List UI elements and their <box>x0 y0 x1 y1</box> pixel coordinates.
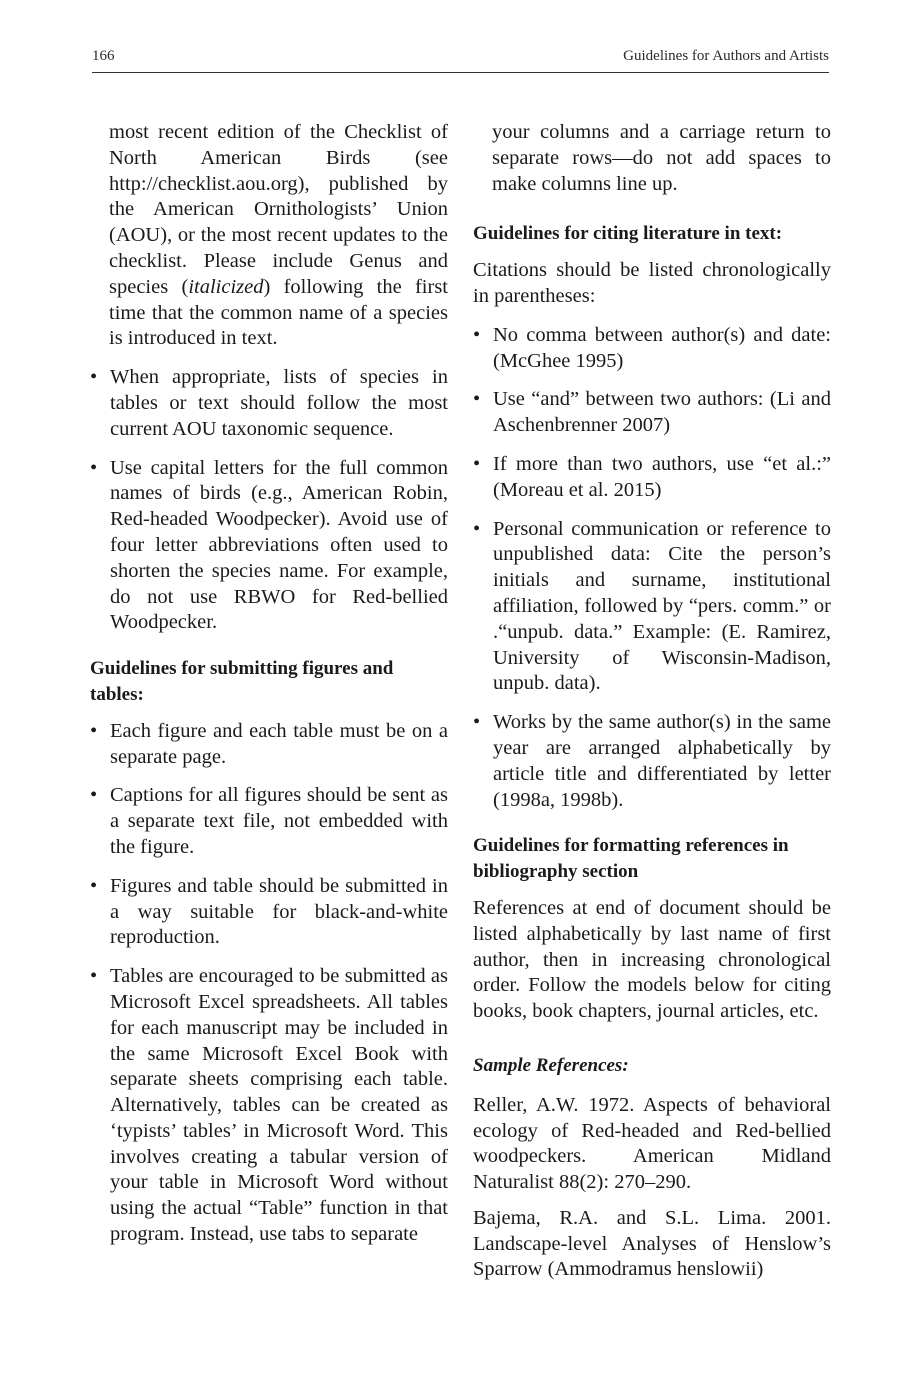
bullet-item: • No comma between author(s) and date: (McGhee 1995) <box>473 323 831 375</box>
bullet-item: • Tables are encouraged to be submitted as Microsoft Excel spreadsheets. All tables for each manuscript may be included in the same Microsoft Excel Book with separate sheets comprising each table. Alternatively, tables can be created as ‘typists’ tables’ in Microsoft Word. This involves creating a tabular version of your table in Microsoft Word without using the actual “Table” function in that program. Instead, use tabs to separate <box>90 964 448 1248</box>
citing-intro: Citations should be listed chronologically in parentheses: <box>473 259 831 307</box>
left-column <box>90 120 448 1261</box>
bullet-item: • Each figure and each table must be on a separate page. <box>90 719 448 771</box>
intro-paragraph <box>90 120 448 352</box>
refs-intro: References at end of document should be listed alphabetically by last name of first author, then in increasing chronological order. Follow the models below for citing books, book chapters, journal articles, etc. <box>473 896 831 1023</box>
reference-entry: Reller, A.W. 1972. Aspects of behavioral ecology of Red-headed and Red-bellied woodpeckers. American Midland Naturalist 88(2): 270–290. <box>473 1093 831 1194</box>
intro-text-end: ) following the first time that the common name of a species is introduced in text. <box>109 275 448 350</box>
bullet-item: • Personal communication or reference to unpublished data: Cite the person’s initials and surname, institutional affiliation, followed by “pers. comm.” or .“unpub. data.” Example: (E. Ramirez, University of Wisconsin-Madison, unpub. data). <box>473 517 831 698</box>
running-title: Guidelines for Authors and Artists <box>623 48 829 64</box>
citing-heading: Guidelines for citing literature in text: <box>473 223 783 245</box>
page-number: 166 <box>92 48 115 64</box>
header-rule <box>92 72 829 73</box>
bullet-item: • Use capital letters for the full common names of birds (e.g., American Robin, Red-headed Woodpecker). Avoid use of four letter abbreviations often used to shorten the species name. For example, do not use RBWO for Red-bellied Woodpecker. <box>90 456 448 637</box>
species-bullet-list <box>90 365 448 636</box>
continuation-paragraph: your columns and a carriage return to separate rows—do not add spaces to make columns line up. <box>492 121 831 195</box>
bullet-item: • When appropriate, lists of species in tables or text should follow the most current AOU taxonomic sequence. <box>90 365 448 442</box>
figures-bullet-list <box>90 719 448 1248</box>
right-column <box>473 120 831 1293</box>
figures-heading: Guidelines for submitting figures and tables: <box>90 658 394 705</box>
refs-heading: Guidelines for formatting references in bibliography section <box>473 835 789 883</box>
reference-entry: Bajema, R.A. and S.L. Lima. 2001. Landscape-level Analyses of Henslow’s Sparrow (Ammodramus henslowii) <box>473 1206 831 1281</box>
intro-text-start: most recent edition of the Checklist of North American Birds (see http://checklist.aou.org), published by the American Ornithologists’ Union (AOU), or the most recent updates to the checklist. Please include Genus and species ( <box>109 121 448 298</box>
sample-references-heading: Sample References: <box>473 1054 629 1076</box>
bullet-item: • Figures and table should be submitted in a way suitable for black-and-white reproduction. <box>90 874 448 951</box>
bullet-item: • Captions for all figures should be sent as a separate text file, not embedded with the figure. <box>90 783 448 860</box>
intro-italic-word: italicized <box>188 275 264 298</box>
bullet-item: • Use “and” between two authors: (Li and Aschenbrenner 2007) <box>473 387 831 439</box>
bullet-item: • Works by the same author(s) in the same year are arranged alphabetically by article title and differentiated by letter (1998a, 1998b). <box>473 710 831 813</box>
citing-bullet-list <box>473 323 831 814</box>
running-header <box>92 48 829 65</box>
bullet-item: • If more than two authors, use “et al.:” (Moreau et al. 2015) <box>473 452 831 504</box>
